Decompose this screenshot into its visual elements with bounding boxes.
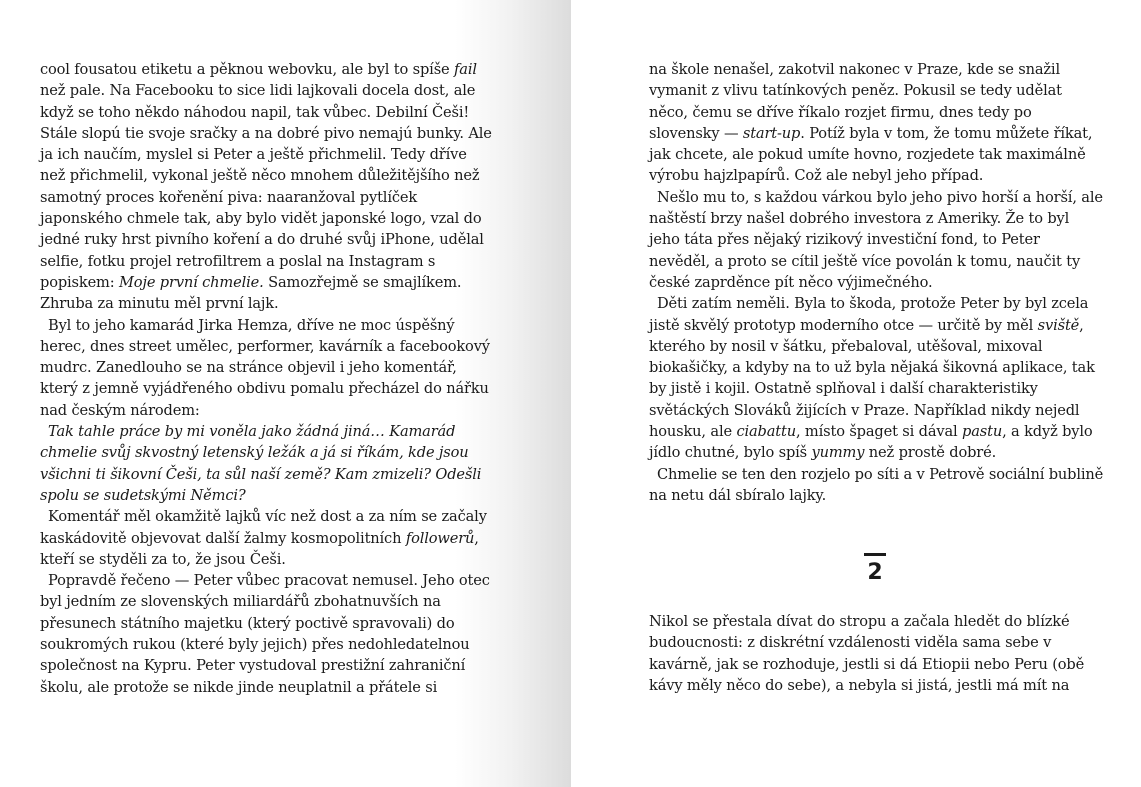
paragraph: Nešlo mu to, s každou várkou bylo jeho pivo horší a horší, ale naštěstí brzy našel dobrého investora z Ameriky. Že to byl jeho táta přes nějaký rizikový investiční fond, to Peter nevěděl, a proto se cítil ještě více povolán k tomu, naučit ty české zaprděnce pít něco výjimečného. [649,188,1103,291]
paragraph: Byl to jeho kamarád Jirka Hemza, dříve ne moc úspěšný herec, dnes street umělec, performer, kavárník a facebookový mudrc. Zanedlouho se na stránce objevil i jeho komentář, který z jemně vyjádřeného obdivu pomalu přecházel do nářku nad českým národem: [40,316,490,419]
left-page-text [40,59,495,698]
chapter-text [649,611,1104,696]
paragraph: Nikol se přestala dívat do stropu a začala hledět do blízké budoucnosti: z diskrétní vzdálenosti viděla sama sebe v kavárně, jak se rozhoduje, jestli si dá Etiopii nebo Peru (obě kávy měly něco do sebe), a nebyla si jistá, jestli má mít na [649,613,1085,694]
chapter-heading [855,553,895,586]
paragraph: Popravdě řečeno — Peter vůbec pracovat nemusel. Jeho otec byl jedním ze slovenských miliardářů zbohatnuvších na přesunech státního majetku (který poctivě spravovali) do soukromých rukou (které byly jejich) přes nedohledatelnou společnost na Kypru. Peter vystudoval prestižní zahraniční školu, ale protože se nikde jinde neuplatnil a přátele si [40,572,490,696]
quoted-comment: Tak tahle práce by mi voněla jako žádná jiná… Kamarád chmelie svůj skvostný letenský ležák a já si říkám, kde jsou všichni ti šikovní Češi, ta sůl naší země? Kam zmizeli? Odešli spolu se sudetskými Němci? [40,423,482,504]
chapter-number: 2 [867,560,883,585]
paragraph: Chmelie se ten den rozjelo po síti a v Petrově sociální bublině na netu dál sbíralo lajky. [649,465,1104,504]
right-page [571,0,1141,787]
chapter-bar-decoration [864,553,886,556]
right-page-text [649,59,1104,506]
paragraph: na škole nenašel, zakotvil nakonec v Praze, kde se snažil vymanit z vlivu tatínkových peněz. Pokusil se tedy udělat něco, čemu se dříve říkalo rozjet firmu, dnes tedy po slovensky — start-up. Potíž byla v tom, že tomu můžete říkat, jak chcete, ale pokud umíte hovno, rozjedete tak maximálně výrobu hajzlpapírů. Což ale nebyl jeho případ. [649,61,1093,185]
paragraph: cool fousatou etiketu a pěknou webovku, ale byl to spíše fail než pale. Na Facebooku to sice lidi lajkovali docela dost, ale když se toho někdo náhodou napil, tak vůbec. Debilní Češi! Stále slopú tie svoje sračky a na dobré pivo nemajú bunky. Ale ja ich naučím, myslel si Peter a ještě přichmelil. Tedy dříve než přichmelil, vykonal ještě něco mnohem důležitějšího než samotný proces kořenění piva: naaranžoval pytlíček japonského chmele tak, aby bylo vidět japonské logo, vzal do jedné ruky hrst pivního koření a do druhé svůj iPhone, udělal selfie, fotku projel retrofiltrem a poslal na Instagram s popiskem: Moje první chmelie. Samozřejmě se smajlíkem. Zhruba za minutu měl první lajk. [40,61,492,313]
paragraph: Komentář měl okamžitě lajků víc než dost a za ním se začaly kaskádovitě objevovat další žalmy kosmopolitních followerů, kteří se styděli za to, že jsou Češi. [40,508,487,568]
paragraph: Děti zatím neměli. Byla to škoda, protože Peter by byl zcela jistě skvělý prototyp moderního otce — určitě by měl sviště, kterého by nosil v šátku, přebaloval, utěšoval, mixoval biokašičky, a kdyby na to už byla nějaká šikovná aplikace, tak by jistě i kojil. Ostatně splňoval i další charakteristiky světáckých Slováků žijících v Praze. Například nikdy nejedl housku, ale ciabattu, místo špaget si dával pastu, a když bylo jídlo chutné, bylo spíš yummy než prostě dobré. [649,295,1095,462]
